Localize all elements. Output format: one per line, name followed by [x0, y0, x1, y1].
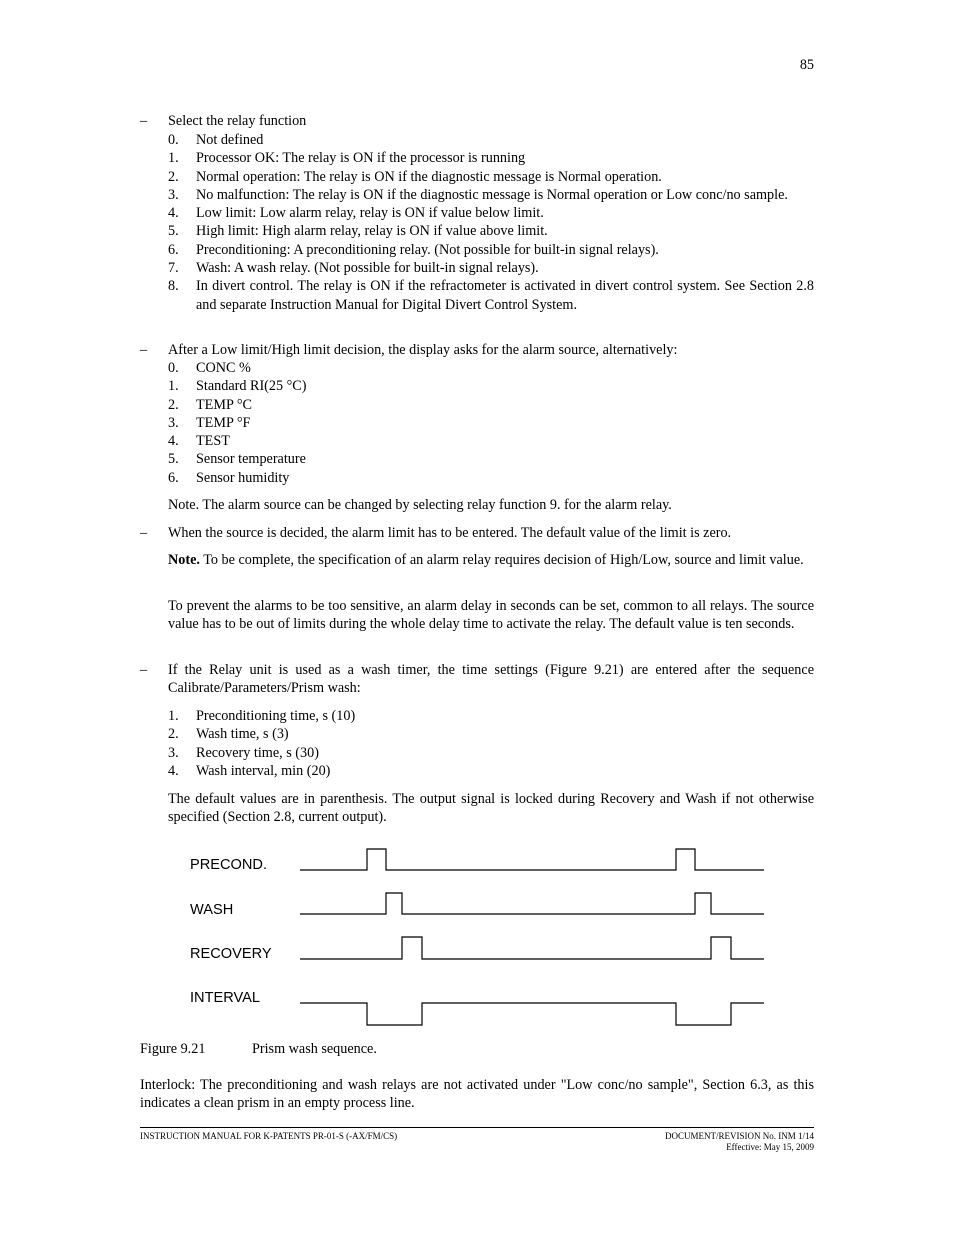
list-item: 5. Sensor temperature: [168, 451, 306, 468]
note-label: Note.: [168, 552, 200, 568]
list-item: 2. Wash time, s (3): [168, 726, 289, 743]
wash-defaults-text: The default values are in parenthesis. The output signal is locked during Recovery and Wash if not otherwise specified (Section 2.8, current output).: [168, 791, 814, 826]
list-item: 8. In divert control. The relay is ON if the refractometer is activated in divert control system. See Section 2.8 and separate Instruction Manual for Digital Divert Control System.: [168, 278, 814, 313]
list-item: 1. Standard RI(25 °C): [168, 378, 307, 395]
list-item: 3. Recovery time, s (30): [168, 744, 319, 761]
list-item: 1. Processor OK: The relay is ON if the processor is running: [168, 150, 526, 167]
interlock-paragraph: Interlock: The preconditioning and wash relays are not activated under "Low conc/no sample", Section 6.3, as this indicates a clean prism in an empty process line.: [140, 1077, 814, 1112]
timing-label-precond: PRECOND.: [190, 857, 268, 873]
figure-caption: Prism wash sequence.: [252, 1041, 377, 1057]
interval-waveform: [300, 1003, 764, 1025]
list-item: 2. Normal operation: The relay is ON if the diagnostic message is Normal operation.: [168, 168, 662, 185]
figure-number: Figure 9.21: [140, 1041, 206, 1057]
list-item: 6. Preconditioning: A preconditioning relay. (Not possible for built-in signal relays).: [168, 241, 659, 258]
timing-label-wash: WASH: [190, 902, 234, 918]
bullet-dash: –: [140, 662, 148, 678]
page-number: 85: [799, 57, 814, 73]
list-item: 5. High limit: High alarm relay, relay is ON if value above limit.: [168, 223, 548, 240]
bullet-dash: –: [140, 342, 148, 358]
relay-function-intro: Select the relay function: [168, 113, 307, 129]
recovery-waveform: [300, 937, 764, 959]
footer-document-info: [665, 1131, 814, 1153]
alarm-source-note: Note. The alarm source can be changed by selecting relay function 9. for the alarm relay.: [168, 497, 672, 513]
list-item: 3. No malfunction: The relay is ON if the diagnostic message is Normal operation or Low conc/no sample.: [168, 186, 788, 203]
list-item: 6. Sensor humidity: [168, 469, 290, 486]
bullet-dash: –: [140, 113, 148, 129]
list-item: 4. TEST: [168, 433, 230, 450]
alarm-delay-text: To prevent the alarms to be too sensitive, an alarm delay in seconds can be set, common to all relays. The source value has to be out of limits during the whole delay time to activate the relay. The default value is ten seconds.: [168, 598, 814, 633]
timing-label-recovery: RECOVERY: [190, 946, 272, 962]
alarm-limit-text: When the source is decided, the alarm limit has to be entered. The default value of the limit is zero.: [168, 525, 732, 541]
timing-label-interval: INTERVAL: [190, 990, 261, 1006]
footer-divider: [140, 1127, 814, 1128]
list-item: 7. Wash: A wash relay. (Not possible for built-in signal relays).: [168, 260, 539, 277]
list-item: 3. TEMP °F: [168, 414, 251, 431]
list-item: 1. Preconditioning time, s (10): [168, 708, 356, 724]
alarm-source-intro: After a Low limit/High limit decision, the display asks for the alarm source, alternatively:: [168, 342, 678, 358]
footer-revision: DOCUMENT/REVISION No. INM 1/14: [665, 1131, 814, 1141]
list-item: 0. Not defined: [168, 132, 264, 148]
wash-waveform: [300, 893, 764, 914]
note-text: To be complete, the specification of an alarm relay requires decision of High/Low, source and limit value.: [199, 552, 804, 568]
wash-timer-intro: If the Relay unit is used as a wash timer, the time settings (Figure 9.21) are entered after the sequence Calibrate/Parameters/Prism wash:: [168, 662, 814, 697]
list-item: 0. CONC %: [168, 360, 251, 376]
footer-manual-title: INSTRUCTION MANUAL FOR K-PATENTS PR-01-S (-AX/FM/CS): [140, 1131, 398, 1141]
list-item: 2. TEMP °C: [168, 396, 252, 413]
list-item: 4. Low limit: Low alarm relay, relay is ON if value below limit.: [168, 205, 544, 222]
footer-effective-date: Effective: May 15, 2009: [726, 1142, 814, 1152]
precond-waveform: [300, 849, 764, 870]
bullet-dash: –: [140, 525, 148, 541]
list-item: 4. Wash interval, min (20): [168, 762, 331, 779]
